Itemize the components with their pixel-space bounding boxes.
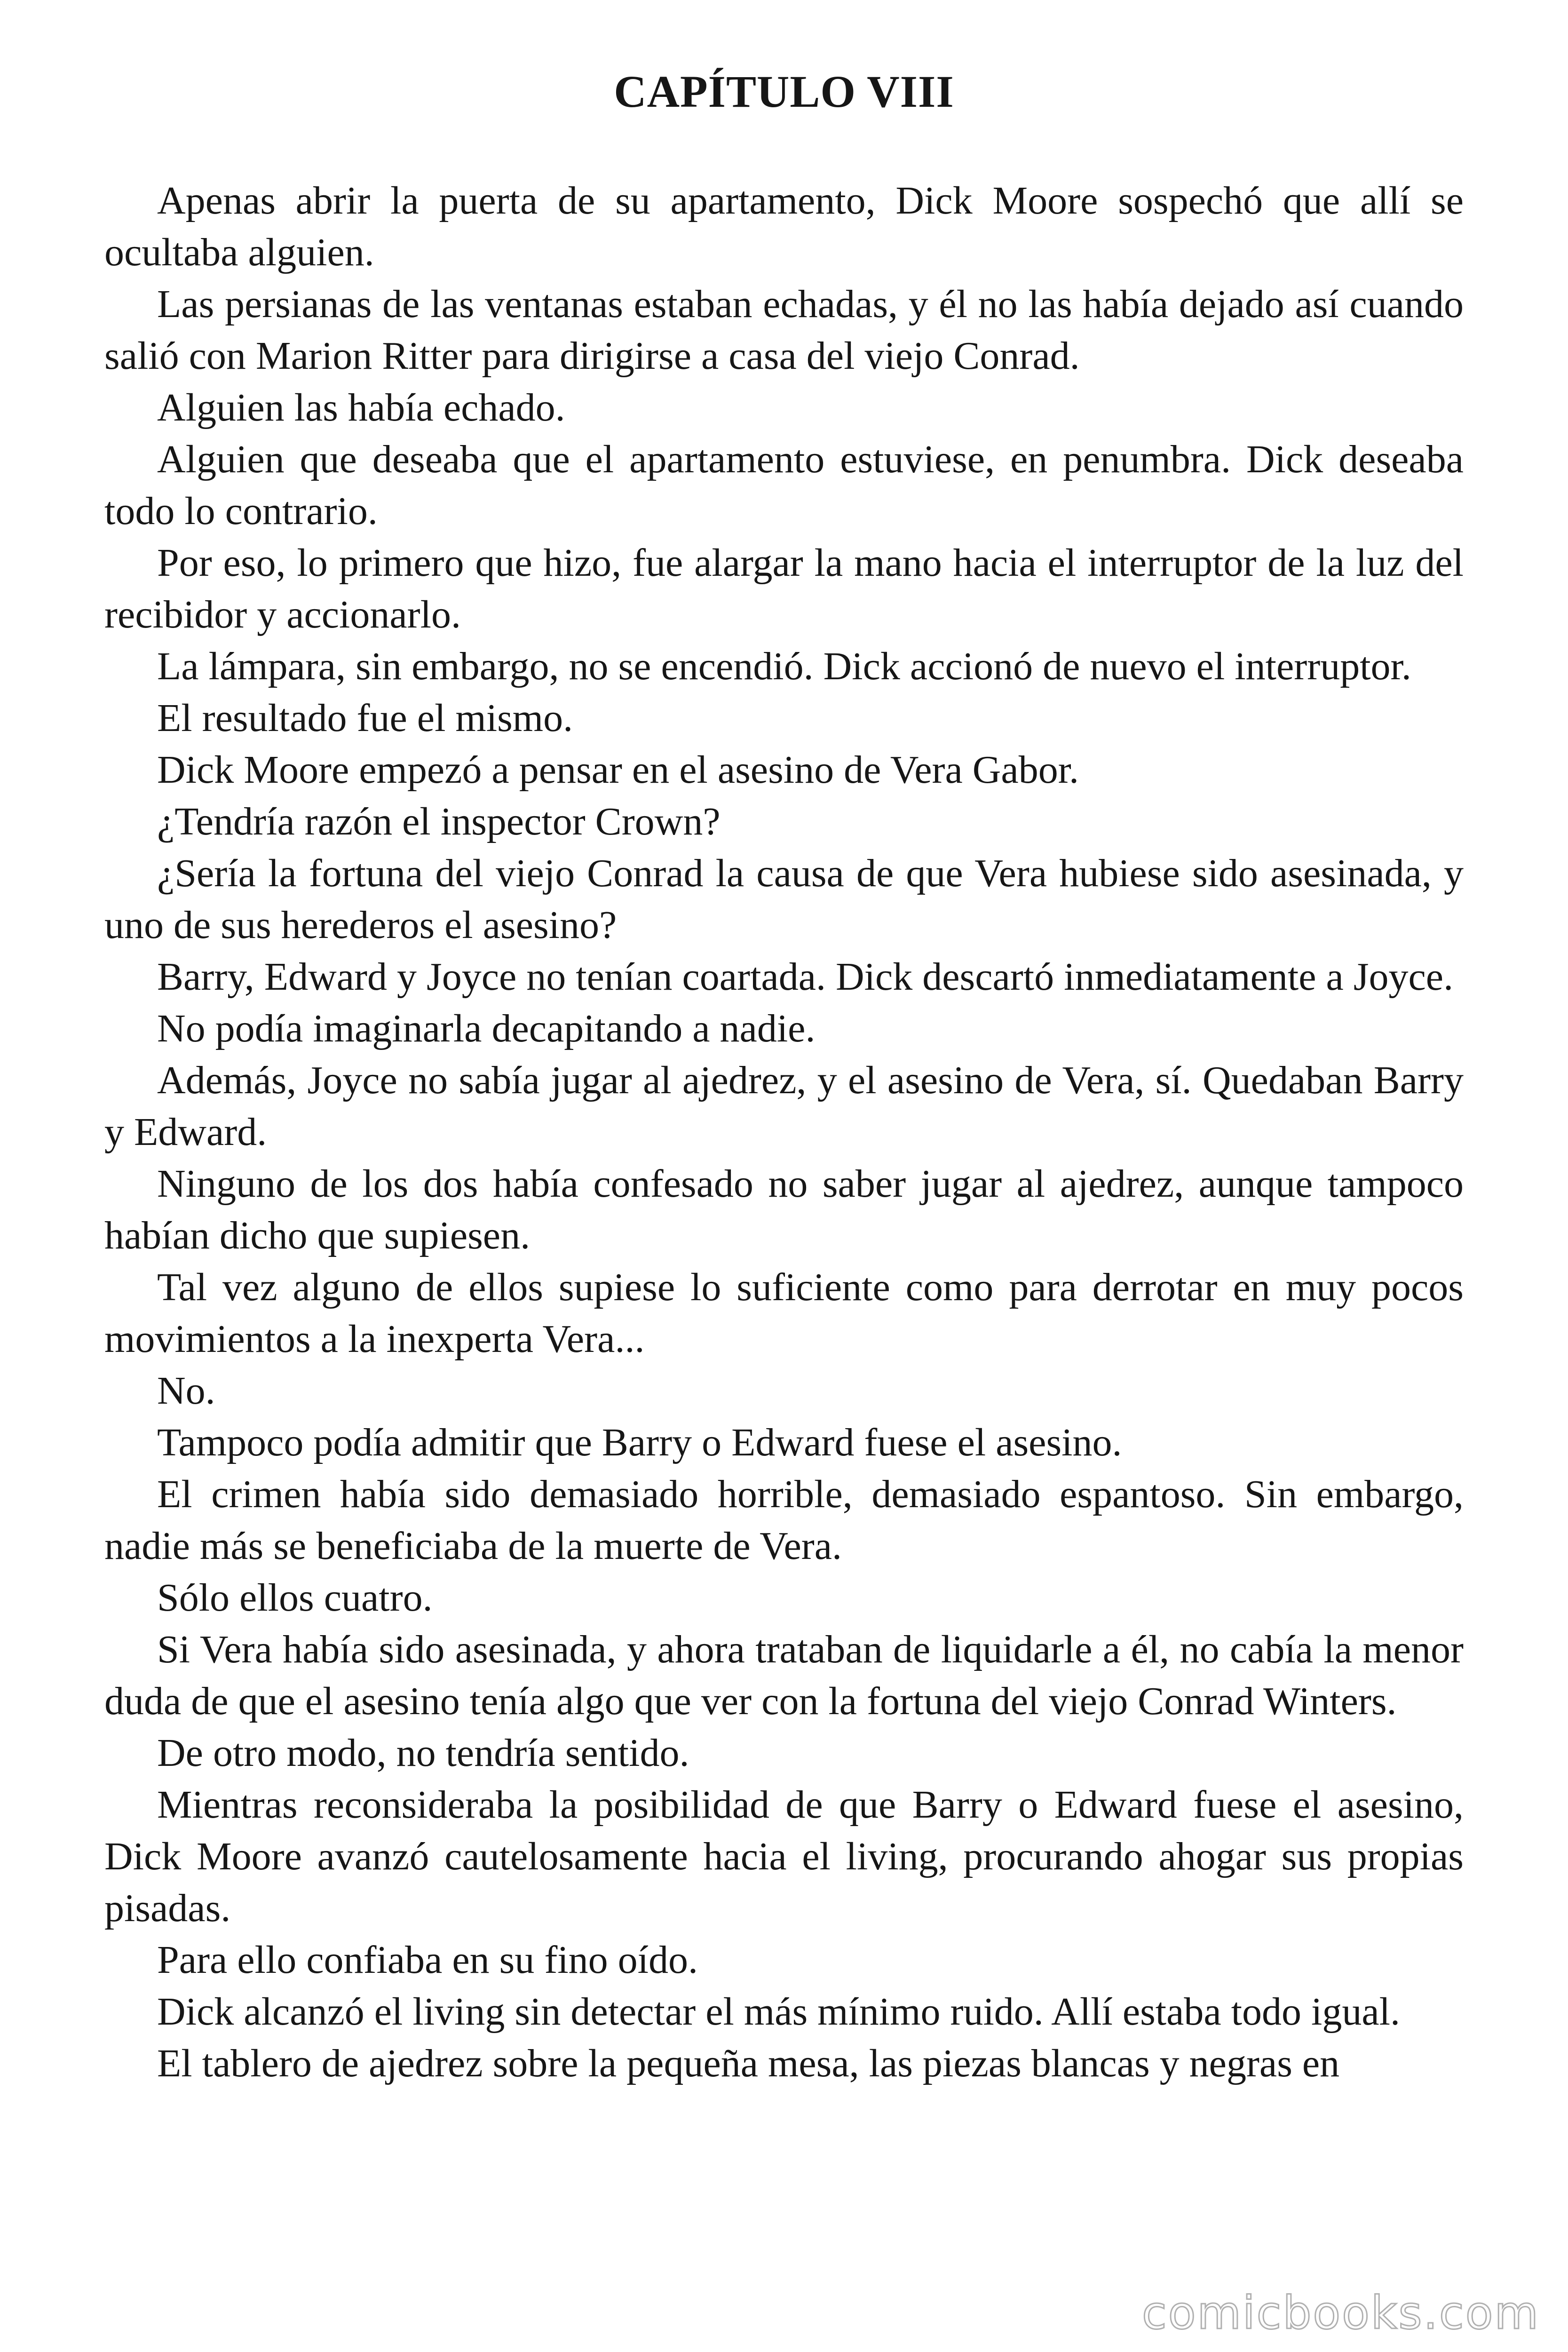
chapter-body — [104, 175, 1464, 2090]
paragraph: Tal vez alguno de ellos supiese lo suficiente como para derrotar en muy pocos movimientos a la inexperta Vera... — [104, 1265, 1464, 1361]
paragraph: Alguien las había echado. — [157, 386, 565, 429]
paragraph: ¿Sería la fortuna del viejo Conrad la causa de que Vera hubiese sido asesinada, y uno de sus herederos el asesino? — [104, 851, 1464, 947]
paragraph: El resultado fue el mismo. — [157, 696, 573, 740]
paragraph: Tampoco podía admitir que Barry o Edward fuese el asesino. — [157, 1421, 1122, 1464]
chapter-title: CAPÍTULO VIII — [614, 66, 954, 117]
site-watermark: comicbooks.com — [1141, 2287, 1540, 2339]
paragraph: No. — [157, 1369, 215, 1413]
paragraph: El crimen había sido demasiado horrible, demasiado espantoso. Sin embargo, nadie más se beneficiaba de la muerte de Vera. — [104, 1472, 1464, 1568]
paragraph: El tablero de ajedrez sobre la pequeña mesa, las piezas blancas y negras en — [157, 2042, 1340, 2085]
paragraph: Dick alcanzó el living sin detectar el más mínimo ruido. Allí estaba todo igual. — [157, 1990, 1401, 2034]
paragraph: La lámpara, sin embargo, no se encendió. Dick accionó de nuevo el interruptor. — [157, 644, 1411, 688]
paragraph: ¿Tendría razón el inspector Crown? — [157, 800, 721, 843]
paragraph: Para ello confiaba en su fino oído. — [157, 1938, 698, 1982]
paragraph: Sólo ellos cuatro. — [157, 1576, 433, 1620]
paragraph: Dick Moore empezó a pensar en el asesino de Vera Gabor. — [157, 748, 1079, 792]
paragraph: No podía imaginarla decapitando a nadie. — [157, 1007, 816, 1050]
paragraph: Alguien que deseaba que el apartamento estuviese, en penumbra. Dick deseaba todo lo contrario. — [104, 437, 1464, 533]
paragraph: Barry, Edward y Joyce no tenían coartada. Dick descartó inmediatamente a Joyce. — [157, 955, 1454, 999]
paragraph: Por eso, lo primero que hizo, fue alargar la mano hacia el interruptor de la luz del recibidor y accionarlo. — [104, 541, 1464, 636]
paragraph: Ninguno de los dos había confesado no saber jugar al ajedrez, aunque tampoco habían dicho que supiesen. — [104, 1162, 1464, 1257]
paragraph: Las persianas de las ventanas estaban echadas, y él no las había dejado así cuando salió con Marion Ritter para dirigirse a casa del viejo Conrad. — [104, 282, 1464, 378]
paragraph: Mientras reconsideraba la posibilidad de que Barry o Edward fuese el asesino, Dick Moore avanzó cautelosamente hacia el living, procurando ahogar sus propias pisadas. — [104, 1783, 1464, 1930]
paragraph: Apenas abrir la puerta de su apartamento, Dick Moore sospechó que allí se ocultaba alguien. — [104, 179, 1464, 274]
paragraph: De otro modo, no tendría sentido. — [157, 1731, 689, 1775]
paragraph: Además, Joyce no sabía jugar al ajedrez, y el asesino de Vera, sí. Quedaban Barry y Edward. — [104, 1058, 1464, 1154]
paragraph: Si Vera había sido asesinada, y ahora trataban de liquidarle a él, no cabía la menor duda de que el asesino tenía algo que ver con la fortuna del viejo Conrad Winters. — [104, 1628, 1464, 1723]
